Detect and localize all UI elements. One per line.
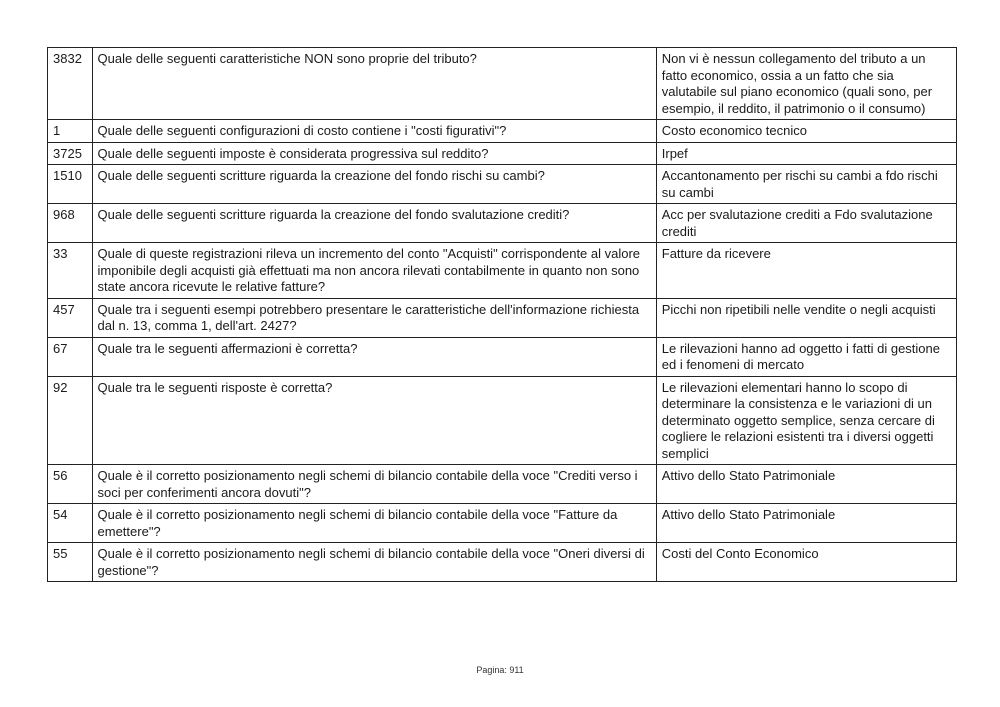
answer-text: Le rilevazioni elementari hanno lo scopo di determinare la consistenza e le variazioni di un determinato oggetto semplice, senza cercare di cogliere le relazioni esistenti tra i diversi oggetti semplici [656,376,956,465]
table-row [48,543,957,582]
question-text: Quale delle seguenti scritture riguarda la creazione del fondo svalutazione crediti? [92,204,656,243]
question-text: Quale tra le seguenti risposte è corretta? [92,376,656,465]
question-text: Quale delle seguenti imposte è considerata progressiva sul reddito? [92,142,656,165]
answer-text: Fatture da ricevere [656,243,956,299]
question-table [47,47,957,582]
answer-text: Acc per svalutazione crediti a Fdo svalutazione crediti [656,204,956,243]
question-id: 457 [48,298,93,337]
table-row [48,376,957,465]
question-id: 56 [48,465,93,504]
question-text: Quale è il corretto posizionamento negli schemi di bilancio contabile della voce "Fatture da emettere"? [92,504,656,543]
question-id: 67 [48,337,93,376]
question-text: Quale tra le seguenti affermazioni è corretta? [92,337,656,376]
question-text: Quale è il corretto posizionamento negli schemi di bilancio contabile della voce "Oneri diversi di gestione"? [92,543,656,582]
answer-text: Attivo dello Stato Patrimoniale [656,465,956,504]
answer-text: Irpef [656,142,956,165]
question-id: 1510 [48,165,93,204]
table-row [48,337,957,376]
answer-text: Non vi è nessun collegamento del tributo a un fatto economico, ossia a un fatto che sia valutabile sul piano economico (quali sono, per esempio, il reddito, il patrimonio o il consumo) [656,48,956,120]
table-row [48,204,957,243]
question-id: 92 [48,376,93,465]
table-row [48,298,957,337]
question-id: 968 [48,204,93,243]
question-text: Quale delle seguenti scritture riguarda la creazione del fondo rischi su cambi? [92,165,656,204]
question-id: 3832 [48,48,93,120]
answer-text: Picchi non ripetibili nelle vendite o negli acquisti [656,298,956,337]
question-text: Quale delle seguenti caratteristiche NON sono proprie del tributo? [92,48,656,120]
table-row [48,142,957,165]
question-text: Quale delle seguenti configurazioni di costo contiene i "costi figurativi"? [92,120,656,143]
question-id: 33 [48,243,93,299]
question-id: 3725 [48,142,93,165]
table-row [48,243,957,299]
question-id: 55 [48,543,93,582]
question-text: Quale di queste registrazioni rileva un incremento del conto "Acquisti" corrispondente al valore imponibile degli acquisti già effettuati ma non ancora rilevati contabilmente in quanto non sono state ancora ricevute le relative fatture? [92,243,656,299]
table-row [48,48,957,120]
question-text: Quale è il corretto posizionamento negli schemi di bilancio contabile della voce "Crediti verso i soci per conferimenti ancora dovuti"? [92,465,656,504]
answer-text: Costo economico tecnico [656,120,956,143]
table-row [48,120,957,143]
page-number: Pagina: 911 [476,665,524,675]
question-id: 54 [48,504,93,543]
question-id: 1 [48,120,93,143]
answer-text: Costi del Conto Economico [656,543,956,582]
table-row [48,465,957,504]
answer-text: Accantonamento per rischi su cambi a fdo rischi su cambi [656,165,956,204]
table-row [48,165,957,204]
answer-text: Attivo dello Stato Patrimoniale [656,504,956,543]
question-text: Quale tra i seguenti esempi potrebbero presentare le caratteristiche dell'informazione richiesta dal n. 13, comma 1, dell'art. 2427? [92,298,656,337]
table-row [48,504,957,543]
answer-text: Le rilevazioni hanno ad oggetto i fatti di gestione ed i fenomeni di mercato [656,337,956,376]
